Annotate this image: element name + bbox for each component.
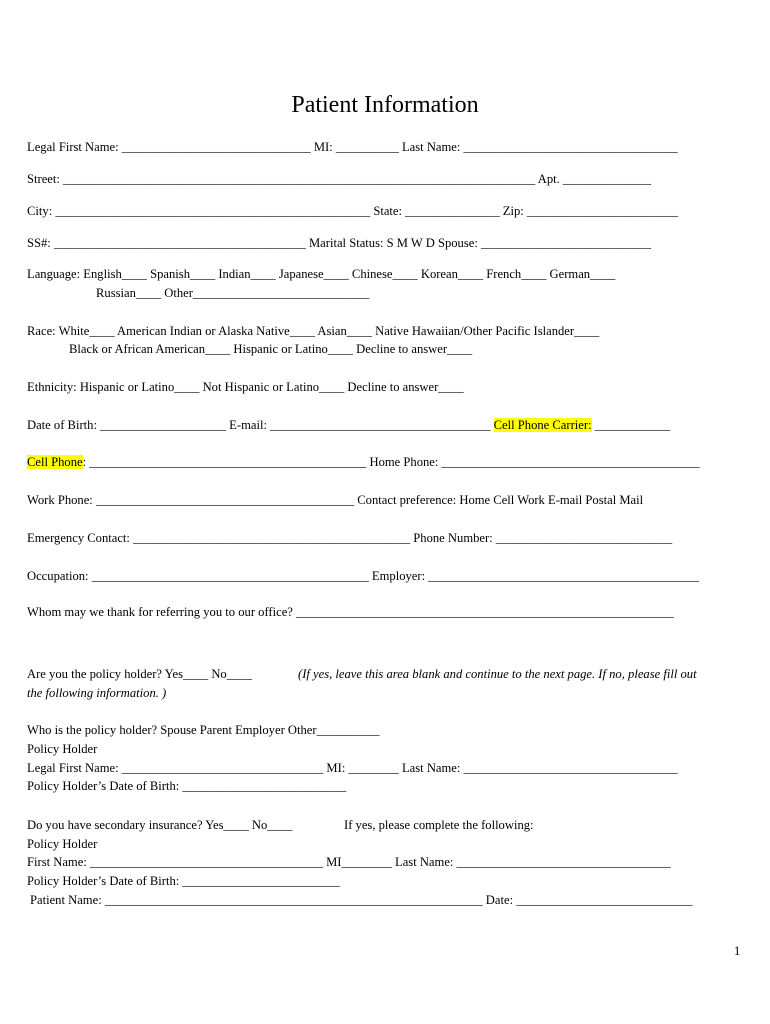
cell-home-phone-text: : ____________________________________________ Home Phone: _________________________________________ [82, 455, 700, 469]
secondary-policy-holder-heading: Policy Holder [27, 837, 98, 851]
secondary-insurance-question: Do you have secondary insurance? Yes____ No____ [27, 818, 293, 832]
patient-name-date-row: Patient Name: ____________________________________________________________ Date: ____________________________ [30, 893, 693, 907]
policy-holder-question: Are you the policy holder? Yes____ No____ [27, 667, 252, 681]
policy-holder-name-row: Legal First Name: ________________________________ MI: ________ Last Name: __________________________________ [27, 761, 678, 775]
race-row-2: Black or African American____ Hispanic or Latino____ Decline to answer____ [69, 342, 473, 356]
race-row: Race: White____ American Indian or Alaska Native____ Asian____ Native Hawaiian/Other Pacific Islander____ [27, 324, 600, 338]
language-row-2: Russian____ Other____________________________ [96, 286, 370, 300]
cell-carrier-blank: ____________ [591, 418, 671, 432]
policy-holder-instruction-2: the following information. ) [27, 686, 167, 700]
legal-name-row: Legal First Name: ______________________________ MI: __________ Last Name: __________________________________ [27, 140, 678, 154]
secondary-insurance-instruction: If yes, please complete the following: [344, 818, 534, 832]
dob-email-row [27, 417, 670, 433]
language-row: Language: English____ Spanish____ Indian____ Japanese____ Chinese____ Korean____ French____ German____ [27, 267, 616, 281]
emergency-contact-row: Emergency Contact: ____________________________________________ Phone Number: ____________________________ [27, 531, 673, 545]
page-number: 1 [734, 944, 741, 958]
occupation-row: Occupation: ____________________________________________ Employer: ___________________________________________ [27, 569, 699, 583]
referral-row: Whom may we thank for referring you to our office? ____________________________________________________________ [27, 605, 674, 619]
cell-carrier-label: Cell Phone Carrier: [493, 418, 592, 432]
city-state-zip-row: City: __________________________________________________ State: _______________ Zip: ________________________ [27, 204, 679, 218]
dob-email-text: Date of Birth: ____________________ E-mail: ___________________________________ [27, 418, 494, 432]
street-row: Street: ___________________________________________________________________________ Apt. ______________ [27, 172, 652, 186]
page-title: Patient Information [291, 92, 479, 118]
work-phone-row: Work Phone: _________________________________________ Contact preference: Home Cell Work E-mail Postal Mail [27, 493, 644, 507]
who-is-policy-holder-row: Who is the policy holder? Spouse Parent Employer Other__________ [27, 723, 380, 737]
policy-holder-instruction: (If yes, leave this area blank and continue to the next page. If no, please fill out [298, 667, 697, 681]
cell-home-phone-row [27, 454, 700, 470]
secondary-dob-row: Policy Holder’s Date of Birth: _________________________ [27, 874, 340, 888]
ethnicity-row: Ethnicity: Hispanic or Latino____ Not Hispanic or Latino____ Decline to answer____ [27, 380, 464, 394]
policy-holder-dob-row: Policy Holder’s Date of Birth: __________________________ [27, 779, 347, 793]
cell-phone-label: Cell Phone [27, 455, 83, 469]
secondary-name-row: First Name: _____________________________________ MI________ Last Name: __________________________________ [27, 855, 671, 869]
ssn-marital-row: SS#: ________________________________________ Marital Status: S M W D Spouse: ___________________________ [27, 236, 651, 250]
policy-holder-heading: Policy Holder [27, 742, 98, 756]
